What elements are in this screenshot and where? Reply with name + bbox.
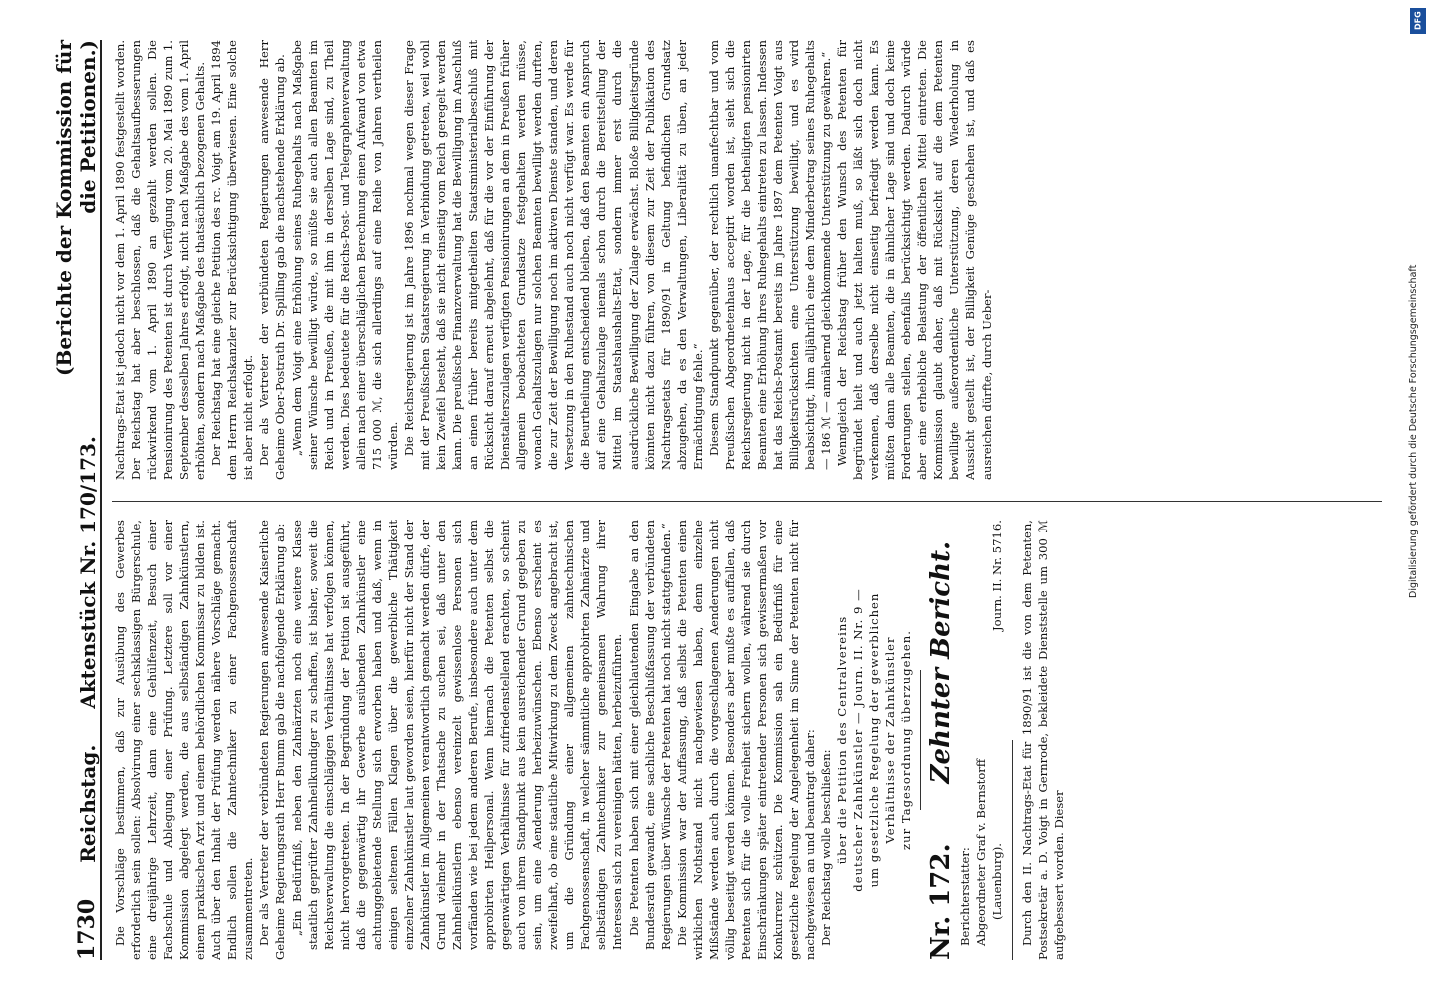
reporter-name: Abgeordneter Graf v. Bernstorff (974, 758, 989, 946)
paragraph: „Wenn dem Voigt eine Erhöhung seines Ruhegehalts nach Maßgabe seiner Wünsche bewilligt würde, so müßte sie auch allen Beamten im Reich und in Preußen, die mit ihm in derselben Lage sind, zu Theil werden. Dies bedeutete für die Reichs-Post- und Telegraphenverwaltung allein nach einer überschläglichen Berechnung einen Aufwand von etwa 715 000 ℳ, die sich allerdings auf eine Reihe von Jahren vertheilen würden. (289, 40, 400, 470)
paragraph: Die Vorschläge bestimmen, daß zur Ausübung des Gewerbes erforderlich sein sollen: Absolvirung einer sechsklassigen Bürgerschule, eine dreijährige Lehrzeit, dann eine Gehülfenzeit, Besuch einer Fachschule und Ablegung einer Prüfung. Letztere soll vor einer Kommission abgelegt werden, die aus selbständigen Zahnkünstlern, einem praktischen Arzt und einem behördlichen Kommissar zu bilden ist. Auch über den Inhalt der Prüfung werden nähere Vorschläge gemacht. Endlich sollen die Zahntechniker zu einer Fachgenossenschaft zusammentreten. (113, 520, 256, 960)
paragraph: Der als Vertreter der verbündeten Regierungen anwesende Kaiserliche Geheime Regierungsrath Herr Bumm gab die nachfolgende Erklärung ab: (257, 520, 288, 960)
paragraph: Der Reichstag hat eine gleiche Petition des rc. Voigt am 19. April 1894 dem Herrn Reichskanzler zur Berücksichtigung überwiesen. Eine solche ist aber nicht erfolgt. (209, 40, 256, 480)
paragraph: Der Reichstag wolle beschließen: (819, 749, 834, 946)
header-aktenstueck: Aktenstück Nr. 170/173. (76, 436, 100, 709)
page-header (52, 40, 102, 960)
header-section: (Berichte der Kommission für die Petitionen.) (52, 40, 100, 376)
report-heading (926, 520, 957, 960)
header-house: Reichstag. (76, 744, 100, 863)
digitization-notice: Digitalisierung gefördert durch die Deutsche Forschungsgemeinschaft (1408, 264, 1419, 598)
divider (920, 670, 921, 810)
resolution-line: Verhältnisse der Zahnkünstler (883, 636, 898, 844)
paragraph: Die Petenten haben sich mit einer gleichlautenden Eingabe an den Bundesrath gewandt, eine sachliche Beschlußfassung der verbündeten Regierungen über Wünsche der Petenten hat noch nicht stattgefunden.“ (626, 520, 673, 950)
paragraph: Nachtrags-Etat ist jedoch nicht vor dem 1. April 1890 festgestellt worden. Der Reichstag hat aber beschlossen, daß die Gehaltsaufbesserungen rückwirkend vom 1. April 1890 an gezahlt werden sollen. Die Pensionirung des Petenten ist durch Verfügung vom 20. Mai 1890 zum 1. September desselben Jahres erfolgt, nicht nach Maßgabe des vom 1. April erhöhten, sondern nach Maßgabe des thatsächlich bezogenen Gehalts. (113, 40, 208, 480)
reporter-label: Berichterstatter: (958, 847, 973, 946)
page-number: 1730 (74, 898, 100, 960)
reporter-place: (Lauenburg). (990, 843, 1005, 920)
reporter-row (989, 520, 1005, 960)
paragraph: Die Kommission war der Auffassung, daß selbst die Petenten einen wirklichen Nothstand nicht nachgewiesen haben, denn einzelne Mißstände werden auch durch die vorgeschlagenen Aenderungen nicht völlig beseitigt werden können. Besonders aber mußte es auffallen, daß Petenten sich für die volle Freiheit sichern wollen, während sie durch Einschränkungen später eintretender Personen sich gewissermaßen vor Konkurrenz schützen. Die Kommission sah ein Bedürfniß für eine gesetzliche Regelung der Angelegenheit im Sinne der Petenten nicht für nachgewiesen an und beantragt daher: (674, 520, 818, 960)
dfg-logo: DFG (1410, 8, 1426, 34)
paragraph: „Ein Bedürfniß, neben den Zahnärzten noch eine weitere Klasse staatlich geprüfter Zahnheilkundiger zu schaffen, ist bisher, soweit die Reichsverwaltung die einschlägigen Verhältnisse hat verfolgen können, nicht hervorgetreten. In der Begründung der Petition ist ausgeführt, daß die gegenwärtig ihr Gewerbe ausübenden Zahnkünstler eine achtunggebietende Stellung sich erworben haben und daß, wenn in einigen seltenen Fällen Klagen über die gewerbliche Thätigkeit einzelner Zahnkünstler laut geworden seien, hierfür nicht der Stand der Zahnkünstler im Allgemeinen verantwortlich gemacht werden dürfe, der Grund vielmehr in der Thatsache zu suchen sei, daß unter den Zahnheilkünstlern ebenso vereinzelt gewissenlose Personen sich vorfänden wie bei jedem anderen Berufe, insbesondere auch unter dem approbirten Heilpersonal. Wenn hiernach die Petenten selbst die gegenwärtigen Verhältnisse für zufriedenstellend erachten, so scheint auch von ihrem Standpunkt aus kein ausreichender Grund gegeben zu sein, um eine Aenderung herbeizuwünschen. Ebenso erscheint es zweifelhaft, ob eine staatliche Mitwirkung zu dem Zweck angebracht ist, um die Gründung einer allgemeinen zahntechnischen Fachgenossenschaft, in welcher sämmtliche approbirten Zahnärzte und selbständigen Zahntechniker zur gemeinsamen Wahrung ihrer Interessen sich zu vereinigen hätten, herbeizuführen. (289, 520, 625, 950)
resolution-line: über die Petition des Centralvereins (835, 615, 850, 865)
report-number: Nr. 172. (926, 843, 957, 960)
right-column (112, 40, 1382, 480)
resolution-line: um gesetzliche Regelung der gewerblichen (867, 592, 882, 888)
journal-number: Journ. II. Nr. 5716. (990, 520, 1005, 631)
paragraph: Der als Vertreter der verbündeten Regierungen anwesende Herr Geheime Ober-Postrath Dr. Spilling gab die nachstehende Erklärung ab. (257, 40, 288, 480)
divider (1012, 740, 1013, 960)
left-column (112, 520, 1382, 960)
paragraph: Wenngleich der Reichstag früher den Wunsch des Petenten für begründet hielt und auch jetzt halten muß, so läßt sich doch nicht verkennen, daß derselbe nicht einseitig befriedigt werden kann. Es müßten dann alle Beamten, die in ähnlicher Lage sind und doch keine Forderungen stellen, ebenfalls berücksichtigt werden. Dadurch würde aber eine erhebliche Belastung der öffentlichen Mittel eintreten. Die Kommission glaubt daher, daß mit Rücksicht auf die dem Petenten bewilligte außerordentliche Unterstützung, deren Wiederholung in Aussicht gestellt ist, der Billigkeit Genüge geschehen ist, und daß es ausreichen dürfte, durch Ueber- (835, 40, 994, 480)
paragraph: Durch den II. Nachtrags-Etat für 1890/91 ist die von dem Petenten, Postsekretär a. D. Voigt in Gernrode, bekleidete Dienststelle um 300 ℳ aufgebessert worden. Dieser (1019, 520, 1066, 960)
digitization-sidebar (1408, 8, 1428, 993)
resolution-line: deutscher Zahnkünstler — Journ. II. Nr. 9 — (851, 588, 866, 892)
paragraph: Diesem Standpunkt gegenüber, der rechtlich unanfechtbar und vom Preußischen Abgeordnetenhaus acceptirt worden ist, sieht sich die Reichsregierung nicht in der Lage, für die betheiligten pensionirten Beamten eine Erhöhung ihres Ruhegehalts eintreten zu lassen. Indessen hat das Reichs-Postamt bereits im Jahre 1897 dem Petenten Voigt aus Billigkeitsrücksichten eine Unterstützung bewilligt, und es wird beabsichtigt, ihm alljährlich eine dem Minderbetrag seines Ruhegehalts — 186 ℳ — annähernd gleichkommende Unterstützung zu gewähren.“ (706, 40, 834, 470)
resolution-line: zur Tagesordnung überzugehen. (899, 630, 914, 850)
scanned-page (20, 20, 1410, 980)
column-rule (112, 501, 1382, 502)
report-title: Zehnter Bericht. (926, 540, 957, 784)
paragraph: Die Reichsregierung ist im Jahre 1896 nochmal wegen dieser Frage mit der Preußischen Staatsregierung in Verbindung getreten, weil wohl kein Zweifel besteht, daß sie nicht einseitig vom Reich geregelt werden kann. Die preußische Finanzverwaltung hat die Bewilligung im Anschluß an einen früher bereits mitgetheilten Staatsministerialbeschluß mit Rücksicht darauf erneut abgelehnt, daß für die vor der Einführung der Dienstalterszulagen verfügten Pensionirungen an dem in Preußen früher allgemein beobachteten Grundsatze festgehalten werden müsse, wonach Gehaltszulagen nur solchen Beamten bewilligt werden durften, die zur Zeit der Bewilligung noch im aktiven Dienste standen, und deren Versetzung in den Ruhestand auch noch nicht verfügt war. Es werde für die Beurtheilung entscheidend bleiben, daß den Beamten ein Anspruch auf eine Gehaltszulage niemals schon durch die Bereitstellung der Mittel im Staatshaushalts-Etat, sondern immer erst durch die ausdrückliche Bewilligung der Zulage erwächst. Bloße Billigkeitsgründe könnten nicht dazu führen, von diesem zur Zeit der Publikation des Nachtragsetats für 1890/91 in Geltung befindlichen Grundsatz abzugehen, da es den Verwaltungen, Liberalität zu üben, an jeder Ermächtigung fehle.“ (401, 40, 705, 470)
